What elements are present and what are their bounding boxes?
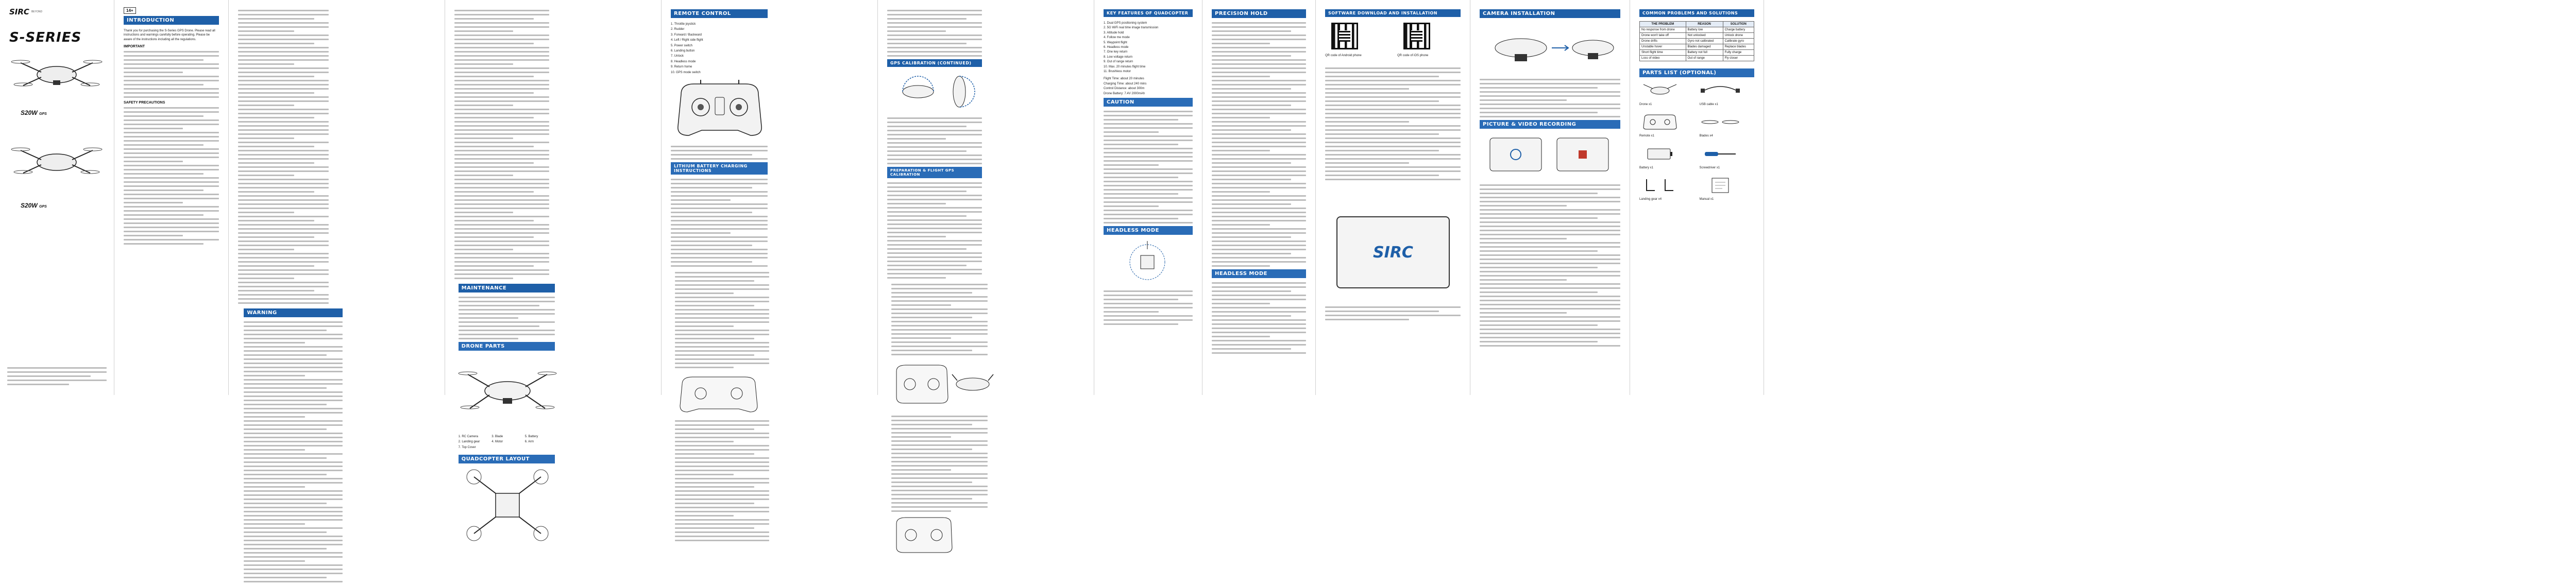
feature-item: 10. Max. 20 minutes flight time — [1104, 65, 1146, 68]
caution-body — [1104, 111, 1193, 223]
drone-parts-legend — [459, 435, 555, 450]
drone-parts-heading: DRONE PARTS — [459, 342, 555, 351]
column-header: THE PROBLEM — [1640, 22, 1686, 27]
cover-panel — [0, 0, 114, 395]
part-name: Landing gear x4 — [1639, 198, 1662, 201]
parts-list-item — [1700, 113, 1755, 138]
remote-body-b — [675, 272, 770, 368]
manual-icon — [1700, 176, 1741, 195]
qr-ios-label: QR code of iOS phone — [1397, 54, 1429, 57]
warning-list-a — [238, 7, 329, 306]
parts-list-heading: PARTS LIST (OPTIONAL) — [1639, 68, 1754, 77]
table-cell: Fully charge — [1723, 50, 1754, 56]
screwdriver-icon — [1700, 145, 1741, 163]
camera-install-body — [1480, 79, 1620, 117]
blades-icon — [1700, 113, 1741, 131]
gps-calibration-body — [887, 117, 982, 164]
maintenance-panel — [445, 0, 662, 462]
headless-body-b — [1212, 282, 1306, 354]
intro-body — [124, 51, 219, 98]
part-label: 3. Blade — [492, 435, 503, 438]
cover-model-tag-2 — [21, 202, 47, 209]
cover-footnote — [7, 365, 107, 388]
precision-panel — [1202, 0, 1316, 395]
spec-item: Drone Battery: 7.4V 2000mAh — [1104, 92, 1145, 95]
qr-android-label: QR code of Android phone — [1325, 54, 1362, 57]
table-cell: Short flight time — [1640, 50, 1686, 56]
model-suffix: GPS — [39, 205, 47, 209]
table-cell: Not unlocked — [1686, 33, 1723, 39]
parts-list-item — [1639, 176, 1694, 201]
specs-list — [1104, 77, 1193, 96]
parts-list-item — [1639, 81, 1694, 107]
feature-item: 4. Follow me mode — [1104, 36, 1130, 40]
picture-video-diagram — [1480, 133, 1619, 179]
table-cell: Battery not full — [1686, 50, 1723, 56]
software-heading: SOFTWARE DOWNLOAD AND INSTALLATION — [1325, 9, 1461, 17]
part-label: 1. RC Camera — [458, 435, 478, 438]
remote-label: 9. Return home — [671, 65, 692, 69]
gps-intro — [887, 10, 982, 57]
feature-item: 5. Waypoint flight — [1104, 41, 1127, 44]
intro-heading: INTRODUCTION — [124, 16, 219, 25]
maintenance-body — [459, 297, 555, 339]
common-problems-heading: COMMON PROBLEMS AND SOLUTIONS — [1639, 9, 1754, 17]
preparation-body — [887, 182, 982, 279]
model-suffix: GPS — [39, 112, 47, 116]
remote-body-c — [675, 420, 770, 541]
parts-list-item — [1700, 176, 1755, 201]
part-label: 7. Top Cover — [458, 445, 476, 449]
app-footnote — [1325, 304, 1461, 323]
maintenance-heading: MAINTENANCE — [459, 284, 555, 292]
preparation-heading: PREPARATION & FLIGHT GPS CALIBRATION — [887, 167, 982, 178]
qr-code-android-icon — [1331, 23, 1358, 49]
part-name: Screwdriver x1 — [1699, 166, 1720, 169]
gps-steps-b — [891, 416, 988, 512]
part-label: 4. Motor — [492, 440, 503, 444]
part-label: 5. Battery — [524, 435, 538, 438]
cover-drone-1 — [13, 51, 100, 98]
table-cell: Blades damaged — [1686, 44, 1723, 50]
intro-panel — [114, 0, 229, 395]
gps-calibration-panel — [878, 0, 1094, 395]
feature-item: 7. One key return — [1104, 50, 1128, 54]
parts-list-item — [1700, 81, 1755, 107]
remote-label: 8. Headless mode — [671, 60, 696, 63]
remote-label: 4. Left / Right side flight — [671, 39, 703, 42]
remote-diagram — [671, 79, 769, 141]
spec-item: Charging Time: about 240 mins — [1104, 82, 1147, 85]
remote-icon — [1639, 113, 1681, 131]
features-list — [1104, 21, 1193, 74]
table-row — [1640, 56, 1754, 61]
cover-drone-2 — [13, 139, 100, 185]
battery-charging-heading: LITHIUM BATTERY CHARGING INSTRUCTIONS — [671, 162, 768, 175]
feature-item: 2. 5G WiFi real time image transmission — [1104, 26, 1159, 30]
feature-item: 11. Brushless motor — [1104, 70, 1131, 74]
drone-parts-diagram — [459, 355, 556, 432]
quadcopter-layout-heading: QUADCOPTER LAYOUT — [459, 455, 555, 463]
table-row — [1640, 44, 1754, 50]
table-cell: Battery low — [1686, 27, 1723, 33]
part-name: Remote x1 — [1639, 134, 1655, 138]
part-name: USB cable x1 — [1699, 103, 1718, 106]
table-cell: Loss of video — [1640, 56, 1686, 61]
part-name: Battery x1 — [1639, 166, 1654, 169]
camera-installation-heading: CAMERA INSTALLATION — [1480, 9, 1620, 18]
remote-label: 6. Landing button — [671, 49, 695, 53]
gps-mode-diagram — [891, 361, 994, 407]
landing-gear-icon — [1639, 176, 1681, 195]
gps-calibration-heading: GPS CALIBRATION (CONTINUED) — [887, 59, 982, 67]
table-row — [1640, 39, 1754, 44]
spec-item: Control Distance: about 300m — [1104, 87, 1145, 91]
part-name: Blades x4 — [1699, 134, 1713, 138]
part-label: 6. Arm — [524, 440, 534, 444]
table-row — [1640, 50, 1754, 56]
intro-text: Thank you for purchasing the S-Series GPS Drone. Please read all instructions and warnings carefully before operating. Please be aware of the instructions including all the regulations. — [124, 29, 215, 41]
battery-charging-body — [671, 179, 768, 267]
feature-item: 6. Headless mode — [1104, 46, 1129, 49]
table-row — [1640, 27, 1754, 33]
software-panel — [1316, 0, 1470, 395]
remote-label: 5. Power switch — [671, 44, 693, 47]
table-cell: Unlock drone — [1723, 33, 1754, 39]
warning-list-b — [244, 321, 343, 582]
table-cell: Gyro not calibrated — [1686, 39, 1723, 44]
picture-video-heading: PICTURE & VIDEO RECORDING — [1480, 120, 1620, 129]
app-logo: SIRC — [1373, 243, 1413, 262]
qr-code-ios-icon — [1403, 23, 1430, 49]
parts-list-item — [1639, 113, 1694, 138]
gps-steps — [891, 284, 988, 355]
table-cell: Replace blades — [1723, 44, 1754, 50]
remote-labels-list — [671, 22, 768, 75]
brand-logo: SIRC — [9, 7, 29, 16]
column-header: REASON — [1686, 22, 1723, 27]
table-cell: Out of range — [1686, 56, 1723, 61]
headless-diagram — [1104, 239, 1191, 285]
table-cell: Drone drifts — [1640, 39, 1686, 44]
remote-label: 3. Forward / Backward — [671, 33, 702, 37]
remote-label: 10. GPS mode switch — [671, 71, 701, 74]
table-cell: Drone won't take off — [1640, 33, 1686, 39]
feature-item: 8. Low voltage return — [1104, 55, 1133, 59]
part-name: Manual x1 — [1699, 198, 1714, 201]
remote-heading: REMOTE CONTROL — [671, 9, 768, 18]
table-row — [1640, 33, 1754, 39]
cover-title: S-SERIES — [9, 30, 82, 45]
remote-label: 2. Rudder — [671, 28, 685, 31]
feature-item: 3. Altitude hold — [1104, 31, 1124, 35]
key-features-panel — [1094, 0, 1202, 395]
important-heading: IMPORTANT — [124, 45, 145, 49]
camera-panel — [1470, 0, 1630, 395]
table-cell: Fly closer — [1723, 56, 1754, 61]
precision-body — [1212, 22, 1306, 267]
feature-item: 1. Dual GPS positioning system — [1104, 22, 1147, 25]
software-body — [1325, 65, 1461, 183]
model-name: S20W — [21, 109, 38, 116]
problems-table-header — [1640, 22, 1754, 27]
warning-heading: WARNING — [244, 308, 343, 317]
safety-heading: SAFETY PRECAUTIONS — [124, 101, 165, 105]
gps-remote-diagram — [891, 514, 994, 556]
drone-icon — [1639, 81, 1681, 100]
key-features-heading: KEY FEATURES OF QUADCOPTER — [1104, 9, 1193, 17]
safety-body — [124, 107, 219, 245]
quadcopter-layout-diagram — [459, 468, 556, 545]
headless-heading-b: HEADLESS MODE — [1212, 269, 1306, 278]
table-cell: Unstable hover — [1640, 44, 1686, 50]
model-name: S20W — [21, 202, 38, 209]
brand-sub: BEYOND — [31, 10, 43, 13]
parts-list-grid — [1639, 81, 1754, 202]
part-name: Drone x1 — [1639, 103, 1652, 106]
gps-calibration-diagram — [887, 71, 985, 112]
headless-heading-a: HEADLESS MODE — [1104, 226, 1193, 235]
headless-body-a — [1104, 290, 1193, 325]
remote-note — [671, 146, 768, 160]
part-label: 2. Landing gear — [458, 440, 480, 444]
age-badge: 14+ — [124, 7, 136, 14]
column-header: SOLUTION — [1723, 22, 1754, 27]
maintenance-prev — [454, 10, 549, 279]
remote-panel — [662, 0, 878, 395]
parts-list-item — [1700, 145, 1755, 170]
remote-label: 1. Throttle joystick — [671, 23, 696, 26]
remote-label: 7. Unlock — [671, 55, 684, 58]
problems-table — [1639, 21, 1754, 61]
table-cell: Calibrate gyro — [1723, 39, 1754, 44]
warning-panel — [229, 0, 445, 395]
caution-heading: CAUTION — [1104, 98, 1193, 107]
usb-cable-icon — [1700, 81, 1741, 100]
battery-icon — [1639, 145, 1681, 163]
feature-item: 9. Out of range return — [1104, 60, 1133, 64]
camera-install-diagram — [1480, 22, 1619, 74]
picture-video-body — [1480, 184, 1620, 347]
app-phone-screen — [1336, 216, 1450, 288]
table-cell: Charge battery — [1723, 27, 1754, 33]
table-cell: No response from drone — [1640, 27, 1686, 33]
precision-hold-heading: PRECISION HOLD — [1212, 9, 1306, 18]
problems-panel — [1630, 0, 1764, 395]
remote-small-diagram — [675, 374, 762, 415]
cover-model-tag-1 — [21, 109, 47, 116]
parts-list-item — [1639, 145, 1694, 170]
spec-item: Flight Time: about 20 minutes — [1104, 77, 1144, 81]
